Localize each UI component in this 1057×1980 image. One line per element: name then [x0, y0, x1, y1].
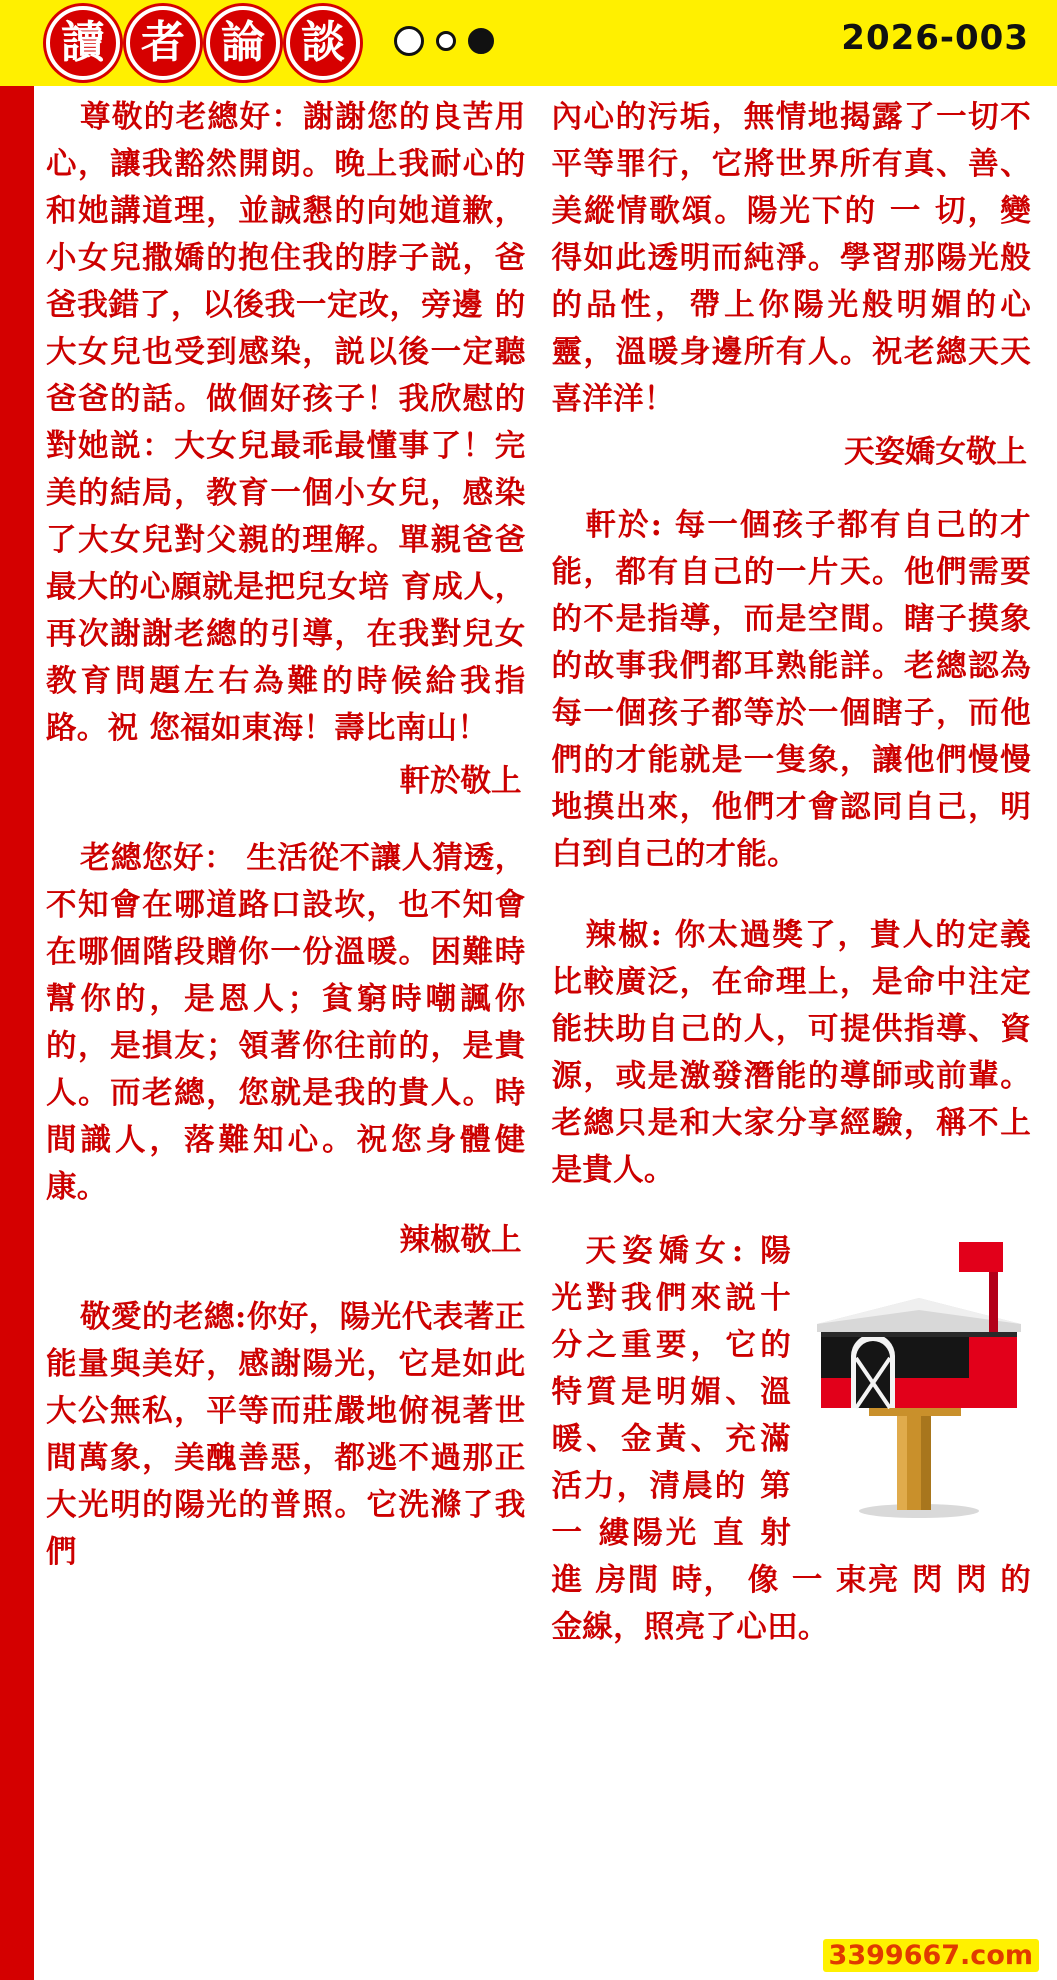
right-column	[552, 94, 1032, 1974]
letter-1-body: 尊敬的老總好：謝謝您的良苦用心，讓我豁然開朗。晚上我耐心的和她講道理，並誠懇的向她道歉，小女兒撒嬌的抱住我的脖子説，爸爸我錯了，以後我一定改，旁邊 的大女兒也受到感染，説以後一定聽爸爸的話。做個好孩子！我欣慰的對她説：大女兒最乖最懂事了！完美的結局，教育一個小女兒，感染了大女兒對父親的理解。單親爸爸最大的心願就是把兒女培 育成人，再次謝謝老總的引導，在我對兒女教育問題左右為難的時候給我指路。祝 您福如東海！壽比南山！	[46, 99, 526, 746]
letter-2-signature: 辣椒敬上	[399, 1222, 522, 1258]
left-column	[46, 94, 526, 1974]
logo-seal-2: 者	[126, 6, 200, 80]
left-red-spine	[0, 0, 34, 1980]
red-mailbox-icon	[799, 1228, 1031, 1518]
letter-3-continuation: 內心的污垢，無情地揭露了一切不平等罪行，它將世界所有真、善、美縱情歌頌。陽光下的 一 切，變得如此透明而純淨。學習那陽光般的品性，帶上你陽光般明媚的心靈，溫暖身邊所有人。祝老總天天喜洋洋！	[551, 99, 1031, 417]
mailbox-illustration-wrapper	[799, 1228, 1031, 1518]
letter-1-signature: 軒於敬上	[399, 763, 522, 799]
letter-3-body: 敬愛的老總:你好，陽光代表著正能量與美好，感謝陽光，它是如此大公無私，平等而莊嚴地俯視著世間萬象，美醜善惡，都逃不過那正大光明的陽光的普照。它洗滌了我們	[46, 1299, 526, 1570]
decorative-dots	[394, 26, 494, 56]
letter-2-body: 老總您好： 生活從不讓人猜透，不知會在哪道路口設坎，也不知會在哪個階段贈你一份溫暖。困難時幫你的，是恩人；貧窮時嘲諷你的，是損友；領著你往前的，是貴人。而老總，您就是我的貴人。時間識人，落難知心。祝您身體健康。	[46, 840, 526, 1205]
letter-3-signature: 天姿嬌女敬上	[844, 434, 1027, 470]
masthead-logo	[46, 6, 360, 80]
logo-seal-4: 談	[286, 6, 360, 80]
logo-seal-1: 讀	[46, 6, 120, 80]
two-column-layout	[46, 94, 1031, 1974]
reply-1-body: 軒於: 每一個孩子都有自己的才能，都有自己的一片天。他們需要的不是指導，而是空間。瞎子摸象的故事我們都耳熟能詳。老總認為每一個孩子都等於一個瞎子，而他們的才能就是一隻象，讓他們慢慢地摸出來，他們才會認同自己，明白到自己的才能。	[551, 507, 1031, 872]
circle-outline-large-icon	[394, 26, 424, 56]
logo-seal-3: 論	[206, 6, 280, 80]
circle-filled-icon	[468, 28, 494, 54]
issue-number: 2026-003	[841, 18, 1029, 58]
site-watermark: 3399667.com	[823, 1939, 1039, 1972]
reply-2-body: 辣椒: 你太過獎了，貴人的定義比較廣泛，在命理上，是命中注定能扶助自己的人，可提供指導、資源，或是激發潛能的導師或前輩。老總只是和大家分享經驗，稱不上是貴人。	[551, 917, 1031, 1188]
reply-3-body: 天姿嬌女: 陽光對我們來説十分之重要，它的特質是明媚、溫暖、金黃、充滿活力，清晨的 第 一 縷陽光 直 射 進 房間 時， 像 一 束亮 閃 閃 的 金線，照亮了心田。	[551, 1233, 1031, 1645]
circle-outline-small-icon	[436, 31, 456, 51]
page-header	[34, 0, 1057, 86]
page-body	[34, 86, 1057, 1980]
